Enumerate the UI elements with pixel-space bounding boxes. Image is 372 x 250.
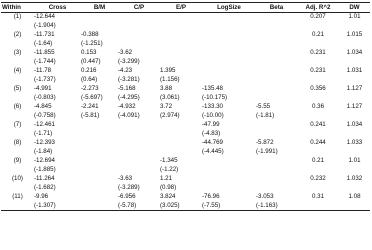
- bm-tstat: (0.64): [81, 76, 98, 84]
- bm-coefficient: -2.241: [81, 103, 99, 111]
- adj-r2-value: 0.232: [310, 175, 326, 183]
- cp-coefficient: -5.168: [118, 85, 136, 93]
- header-adj-r2: Adj. R^2: [305, 3, 331, 11]
- ep-coefficient: [160, 121, 202, 130]
- ep-coefficient: 3.72: [160, 103, 173, 111]
- bm-tstat: (0.447): [81, 58, 101, 66]
- beta-tstat: [256, 40, 297, 49]
- logsize-coefficient: [202, 175, 256, 184]
- cross-tstat: (-1.904): [34, 22, 56, 30]
- logsize-coefficient: [202, 49, 256, 58]
- cross-tstat: (-1.737): [34, 76, 56, 84]
- adj-r2-value: 0.231: [310, 67, 326, 75]
- cp-coefficient: [118, 121, 160, 130]
- bm-coefficient: -2.273: [81, 85, 99, 93]
- table-row-coefficients: [1, 103, 370, 112]
- bm-tstat: [81, 22, 118, 31]
- bm-tstat: [81, 184, 118, 193]
- row-label: (1): [13, 13, 22, 21]
- ep-tstat: [160, 22, 202, 31]
- cp-coefficient: [118, 31, 160, 40]
- cp-coefficient: -4.23: [118, 67, 133, 75]
- ep-tstat: [160, 58, 202, 67]
- ep-tstat: [160, 40, 202, 49]
- beta-coefficient: [256, 67, 297, 76]
- row-label: (4): [13, 67, 22, 75]
- cross-coefficient: -12.461: [34, 121, 55, 129]
- table-row-coefficients: [1, 157, 370, 166]
- dw-spacer: [339, 22, 370, 31]
- cp-coefficient: -6.956: [118, 193, 136, 201]
- adj-r2-value: 0.356: [310, 85, 326, 93]
- ep-tstat: (1.156): [160, 76, 180, 84]
- header-row: [1, 3, 370, 13]
- adj-r2-value: 0.21: [311, 31, 325, 39]
- adj-r2-spacer: [297, 130, 339, 139]
- row-label: (5): [13, 85, 22, 93]
- row-label: (7): [13, 121, 22, 129]
- row-label-spacer: [1, 22, 34, 31]
- ep-coefficient: [160, 139, 202, 148]
- adj-r2-spacer: [297, 166, 339, 175]
- beta-tstat: [256, 94, 297, 103]
- ep-coefficient: [160, 49, 202, 58]
- logsize-coefficient: [202, 31, 256, 40]
- header-within: Within: [2, 3, 21, 11]
- logsize-coefficient: [202, 157, 256, 166]
- beta-coefficient: [256, 13, 297, 22]
- beta-coefficient: -5.872: [256, 139, 274, 147]
- beta-tstat: (-1.991): [256, 148, 278, 156]
- row-label: (6): [13, 103, 22, 111]
- logsize-tstat: (-10.175): [202, 94, 228, 102]
- dw-value: 1.127: [346, 85, 363, 93]
- cp-coefficient: [118, 139, 160, 148]
- table-row-tstats: [1, 22, 370, 31]
- logsize-coefficient: -133.30: [202, 103, 223, 111]
- bm-coefficient: [81, 139, 118, 148]
- regression-table: [1, 2, 370, 211]
- adj-r2-spacer: [297, 76, 339, 85]
- bm-coefficient: [81, 121, 118, 130]
- dw-spacer: [339, 94, 370, 103]
- logsize-coefficient: [202, 13, 256, 22]
- cross-tstat: (-1.682): [34, 184, 56, 192]
- bm-tstat: [81, 148, 118, 157]
- dw-spacer: [339, 130, 370, 139]
- adj-r2-value: 0.244: [310, 139, 326, 147]
- cross-coefficient: -12.694: [34, 157, 55, 165]
- beta-tstat: (-1.81): [256, 112, 275, 120]
- cp-coefficient: -3.63: [118, 175, 133, 183]
- bm-tstat: (-1.251): [81, 40, 103, 48]
- cp-tstat: (-4.091): [118, 112, 140, 120]
- ep-coefficient: 1.21: [160, 175, 173, 183]
- adj-r2-spacer: [297, 112, 339, 121]
- cross-coefficient: -11.855: [34, 49, 55, 57]
- table-row-coefficients: [1, 49, 370, 58]
- row-label: (11): [12, 193, 23, 201]
- cross-tstat: (-1.744): [34, 58, 56, 66]
- table-row-coefficients: [1, 31, 370, 40]
- bm-coefficient: -0.388: [81, 31, 99, 39]
- table-row-tstats: [1, 184, 370, 193]
- logsize-coefficient: -135.48: [202, 85, 223, 93]
- logsize-tstat: (-4.83): [202, 130, 221, 138]
- beta-coefficient: [256, 31, 297, 40]
- cross-coefficient: -11.78: [34, 67, 52, 75]
- cp-tstat: (-3.281): [118, 76, 140, 84]
- table-row-tstats: [1, 112, 370, 121]
- cross-coefficient: -4.845: [34, 103, 52, 111]
- adj-r2-value: 0.241: [310, 121, 326, 129]
- adj-r2-spacer: [297, 202, 339, 211]
- dw-value: 1.01: [348, 157, 361, 165]
- adj-r2-spacer: [297, 184, 339, 193]
- table-row-tstats: [1, 94, 370, 103]
- table-header: [1, 3, 370, 13]
- ep-tstat: [160, 148, 202, 157]
- row-label: (2): [13, 31, 22, 39]
- header-ep: E/P: [176, 3, 186, 11]
- row-label-spacer: [1, 130, 34, 139]
- cp-tstat: (-3.299): [118, 58, 140, 66]
- table-row-coefficients: [1, 193, 370, 202]
- ep-coefficient: 1.395: [160, 67, 176, 75]
- row-label-spacer: [1, 184, 34, 193]
- logsize-tstat: [202, 76, 256, 85]
- ep-tstat: (3.061): [160, 94, 180, 102]
- adj-r2-value: 0.31: [311, 193, 325, 201]
- beta-coefficient: -5.55: [256, 103, 271, 111]
- adj-r2-spacer: [297, 58, 339, 67]
- row-label-spacer: [1, 40, 34, 49]
- table-row-coefficients: [1, 13, 370, 22]
- ep-tstat: (-1.22): [160, 166, 179, 174]
- cross-tstat: (-0.803): [34, 94, 56, 102]
- adj-r2-spacer: [297, 94, 339, 103]
- beta-tstat: [256, 184, 297, 193]
- table-row-coefficients: [1, 67, 370, 76]
- adj-r2-value: 0.36: [311, 103, 325, 111]
- ep-coefficient: 3.824: [160, 193, 176, 201]
- ep-tstat: (2.974): [160, 112, 180, 120]
- cp-tstat: [118, 166, 160, 175]
- ep-coefficient: [160, 13, 202, 22]
- logsize-tstat: (-7.55): [202, 202, 256, 211]
- bm-coefficient: [81, 193, 118, 202]
- dw-spacer: [339, 202, 370, 211]
- table-row-coefficients: [1, 85, 370, 94]
- dw-value: 1.08: [348, 193, 361, 201]
- bm-tstat: (-5.81): [81, 112, 100, 120]
- logsize-tstat: (-4.445): [202, 148, 224, 156]
- cp-tstat: [118, 148, 160, 157]
- header-bm: B/M: [93, 3, 106, 11]
- cp-coefficient: [118, 157, 160, 166]
- beta-coefficient: [256, 175, 297, 184]
- dw-value: 1.034: [346, 49, 363, 57]
- cross-tstat: (-1.64): [34, 40, 53, 48]
- cross-tstat: (-1.71): [34, 130, 53, 138]
- table-row-coefficients: [1, 139, 370, 148]
- adj-r2-spacer: [297, 22, 339, 31]
- beta-tstat: [256, 166, 297, 175]
- table-row-tstats: [1, 148, 370, 157]
- table-row-tstats: [1, 40, 370, 49]
- logsize-tstat: [202, 184, 256, 193]
- adj-r2-spacer: [297, 148, 339, 157]
- logsize-coefficient: -44.769: [202, 139, 223, 147]
- ep-tstat: (3.025): [160, 202, 202, 211]
- row-label-spacer: [1, 76, 34, 85]
- logsize-coefficient: -76.96: [202, 193, 220, 201]
- cp-tstat: [118, 130, 160, 139]
- header-beta: Beta: [269, 3, 284, 11]
- cross-tstat: (-1.885): [34, 166, 56, 174]
- bm-coefficient: 0.216: [81, 67, 97, 75]
- cp-tstat: [118, 22, 160, 31]
- dw-spacer: [339, 184, 370, 193]
- logsize-tstat: [202, 166, 256, 175]
- table-body: [1, 13, 370, 211]
- row-label-spacer: [1, 94, 34, 103]
- cross-tstat: (-1.84): [34, 148, 53, 156]
- bm-coefficient: [81, 13, 118, 22]
- cross-tstat: (-0.758): [34, 112, 56, 120]
- bm-tstat: [81, 166, 118, 175]
- dw-spacer: [339, 76, 370, 85]
- bm-coefficient: [81, 157, 118, 166]
- dw-spacer: [339, 148, 370, 157]
- dw-value: 1.127: [346, 103, 363, 111]
- table-row-coefficients: [1, 121, 370, 130]
- beta-coefficient: [256, 121, 297, 130]
- cp-tstat: [118, 40, 160, 49]
- dw-value: 1.032: [346, 175, 363, 183]
- bm-coefficient: [81, 175, 118, 184]
- cp-coefficient: -4.932: [118, 103, 136, 111]
- ep-tstat: (0.98): [160, 184, 177, 192]
- adj-r2-value: 0.207: [310, 13, 326, 21]
- dw-spacer: [339, 58, 370, 67]
- table-row-tstats: [1, 166, 370, 175]
- cp-coefficient: -3.62: [118, 49, 133, 57]
- row-label-spacer: [1, 166, 34, 175]
- dw-spacer: [339, 40, 370, 49]
- header-dw: DW: [349, 3, 360, 11]
- row-label: (3): [13, 49, 22, 57]
- cp-tstat: (-3.289): [118, 184, 140, 192]
- table-row-coefficients: [1, 175, 370, 184]
- ep-tstat: [160, 130, 202, 139]
- adj-r2-spacer: [297, 40, 339, 49]
- row-label-spacer: [1, 202, 34, 211]
- bm-tstat: [81, 202, 118, 211]
- beta-tstat: [256, 58, 297, 67]
- ep-coefficient: [160, 31, 202, 40]
- dw-value: 1.034: [346, 121, 363, 129]
- cross-tstat: (-1.307): [34, 202, 81, 211]
- row-label: (8): [13, 139, 22, 147]
- bm-tstat: [81, 130, 118, 139]
- adj-r2-value: 0.231: [310, 49, 326, 57]
- row-label: (10): [11, 175, 23, 183]
- ep-coefficient: -1.345: [160, 157, 178, 165]
- beta-tstat: (-1.163): [256, 202, 297, 211]
- row-label: (9): [13, 157, 22, 165]
- beta-coefficient: [256, 157, 297, 166]
- logsize-tstat: [202, 40, 256, 49]
- cp-coefficient: [118, 13, 160, 22]
- cross-coefficient: -9.96: [34, 193, 49, 201]
- beta-coefficient: -3.053: [256, 193, 274, 201]
- table-row-tstats: [1, 58, 370, 67]
- dw-spacer: [339, 166, 370, 175]
- logsize-tstat: [202, 58, 256, 67]
- cross-coefficient: -12.393: [34, 139, 55, 147]
- beta-tstat: [256, 130, 297, 139]
- table-row-tstats: [1, 76, 370, 85]
- row-label-spacer: [1, 112, 34, 121]
- table-row-tstats: [1, 202, 370, 211]
- logsize-tstat: [202, 22, 256, 31]
- cross-coefficient: -11.731: [34, 31, 55, 39]
- cross-coefficient: -4.991: [34, 85, 52, 93]
- dw-value: 1.031: [346, 67, 363, 75]
- dw-value: 1.033: [346, 139, 363, 147]
- beta-tstat: [256, 76, 297, 85]
- logsize-tstat: (-10.00): [202, 112, 224, 120]
- bm-tstat: (-5.697): [81, 94, 103, 102]
- header-logsize: LogSize: [217, 3, 241, 11]
- cross-coefficient: -11.264: [34, 175, 55, 183]
- beta-coefficient: [256, 49, 297, 58]
- bm-coefficient: 0.153: [81, 49, 97, 57]
- beta-coefficient: [256, 85, 297, 94]
- row-label-spacer: [1, 58, 34, 67]
- cross-coefficient: -12.644: [34, 13, 55, 21]
- table-row-tstats: [1, 130, 370, 139]
- row-label-spacer: [1, 148, 34, 157]
- cp-tstat: (-5.78): [118, 202, 160, 211]
- dw-value: 1.015: [346, 31, 363, 39]
- logsize-coefficient: [202, 67, 256, 76]
- header-cross: Cross: [48, 3, 67, 11]
- beta-tstat: [256, 22, 297, 31]
- ep-coefficient: 3.88: [160, 85, 173, 93]
- adj-r2-value: 0.21: [311, 157, 325, 165]
- cp-tstat: (-4.295): [118, 94, 140, 102]
- logsize-coefficient: -47.99: [202, 121, 220, 129]
- dw-spacer: [339, 112, 370, 121]
- header-cp: C/P: [133, 3, 145, 11]
- dw-value: 1.01: [348, 13, 361, 21]
